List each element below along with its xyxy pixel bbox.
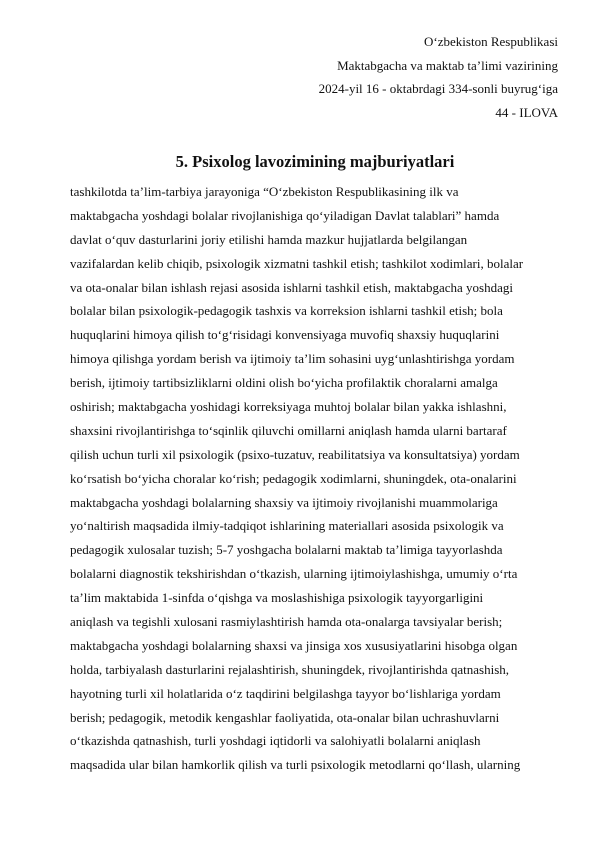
body-line: maktabgacha yoshdagi bolalarning shaxsiy va ijtimoiy rivojlanishi muammolariga xyxy=(70,494,498,510)
section-title: 5. Psixolog lavozimining majburiyatlari xyxy=(175,152,455,171)
body-line: aniqlash va tegishli xulosani rasmiylashtirish hamda ota-onalarga tavsiyalar berish; xyxy=(70,614,503,630)
body-line: holda, tarbiyalash dasturlarini rejalashtirish, shuningdek, rivojlantirishda qatnashish, xyxy=(70,661,510,677)
header-order-line: 2024-yil 16 - oktabrdagi 334-sonli buyrug‘iga xyxy=(318,81,558,96)
body-line: maktabgacha yoshdagi bolalar rivojlanishiga qo‘yiladigan Davlat talablari” hamda xyxy=(70,207,500,223)
body-line: tashkilotda ta’lim-tarbiya jarayoniga “O‘zbekiston Respublikasining ilk va xyxy=(70,184,459,199)
body-line: vazifalardan kelib chiqib, psixologik xizmatni tashkil etish; tashkilot xodimlari, bolalar xyxy=(70,255,524,271)
body-line: huquqlarini himoya qilish to‘g‘risidagi konvensiyaga muvofiq shaxsiy huquqlarini xyxy=(70,327,500,343)
body-line: berish, ijtimoiy tartibsizliklarni oldini olish bo‘yicha profilaktik choralarni amalga xyxy=(70,375,498,391)
body-line: maqsadida ular bilan hamkorlik qilish va turli psixologik metodlarni qo‘llash, ularning xyxy=(70,757,521,773)
body-line: ko‘rsatish bo‘yicha choralar ko‘rish; pedagogik xodimlarni, shuningdek, ota-onalarini xyxy=(70,470,517,486)
body-line: oshirish; maktabgacha yoshidagi korreksiyaga muhtoj bolalar bilan yakka ishlashni, xyxy=(70,399,507,415)
body-line: qilish uchun turli xil psixologik (psixo-tuzatuv, reabilitatsiya va konsultatsiya) yordam xyxy=(70,446,520,462)
header-country-line: O‘zbekiston Respublikasi xyxy=(424,34,558,49)
body-line: shaxsini rivojlantirishga to‘sqinlik qiluvchi omillarni aniqlash hamda ularni bartaraf xyxy=(70,422,507,438)
body-line: pedagogik xulosalar tuzish; 5-7 yoshgacha bolalarni maktab ta’limiga tayyorlashda xyxy=(70,542,503,558)
body-line: bolalar bilan psixologik-pedagogik tashxis va korreksion ishlarni tashkil etish; bola xyxy=(70,303,503,319)
body-line: maktabgacha yoshdagi bolalarning shaxsi va jinsiga xos xususiyatlarini hisobga olgan xyxy=(70,637,518,653)
header-appendix-number: 44 - ILOVA xyxy=(495,104,558,120)
body-line: himoya qilishga yordam berish va ijtimoiy ta’lim sohasini uyg‘unlashtirishga yordam xyxy=(70,351,515,367)
body-line: hayotning turli xil holatlarida o‘z taqdirini belgilashga tayyor bo‘lishlariga yordam xyxy=(70,685,501,701)
body-line: yo‘naltirish maqsadida ilmiy-tadqiqot ishlarining materiallari asosida psixologik va xyxy=(70,518,504,534)
body-paragraph xyxy=(70,180,558,777)
body-line: berish; pedagogik, metodik kengashlar faoliyatida, ota-onalar bilan uchrashuvlarni xyxy=(70,709,500,725)
body-line: bolalarni diagnostik tekshirishdan o‘tkazish, ularning ijtimoiylashishga, umumiy o‘rta xyxy=(70,566,518,582)
header-ministry-line: Maktabgacha va maktab ta’limi vazirining xyxy=(337,57,558,73)
body-line: davlat o‘quv dasturlarini joriy etilishi hamda mazkur hujjatlarda belgilangan xyxy=(70,231,468,247)
appendix-header xyxy=(319,30,558,124)
body-line: ta’lim maktabida 1-sinfda o‘qishga va moslashishiga psixologik tayyorgarligini xyxy=(70,590,484,606)
body-line: o‘tkazishda qatnashish, turli yoshdagi iqtidorli va salohiyatli bolalarni aniqlash xyxy=(70,733,481,749)
body-line: va ota-onalar bilan ishlash rejasi asosida ishlarni tashkil etish, maktabgacha yoshdagi xyxy=(70,279,513,295)
